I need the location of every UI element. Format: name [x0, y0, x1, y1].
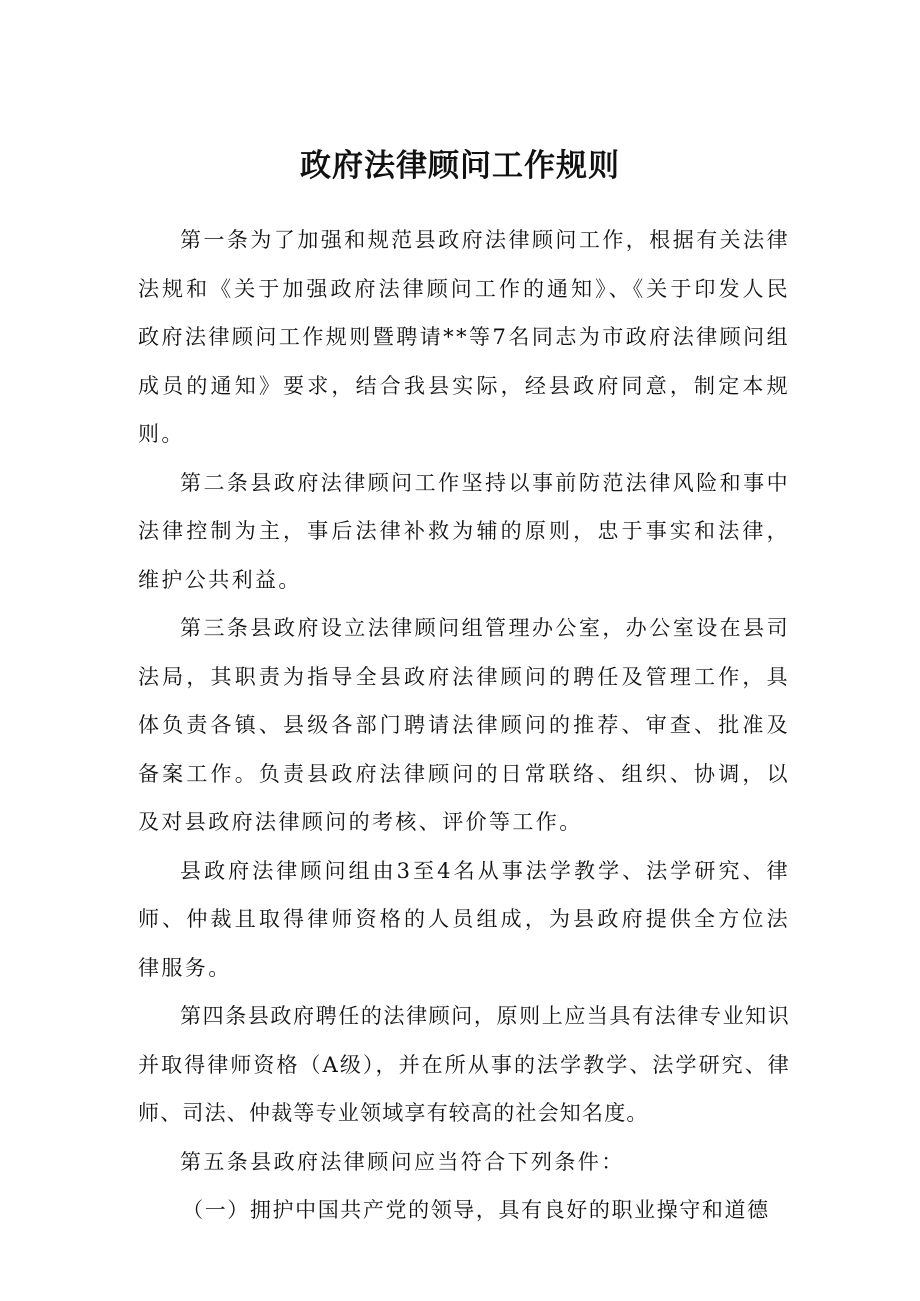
advisor-group-paragraph: 县政府法律顾问组由3至4名从事法学教学、法学研究、律师、仲裁且取得律师资格的人员组成，为县政府提供全方位法律服务。	[138, 858, 790, 980]
document-title: 政府法律顾问工作规则	[300, 148, 620, 184]
article-2-paragraph: 第二条县政府法律顾问工作坚持以事前防范法律风险和事中法律控制为主，事后法律补救为辅的原则，忠于事实和法律，维护公共利益。	[138, 470, 790, 592]
article-1-paragraph: 第一条为了加强和规范县政府法律顾问工作，根据有关法律法规和《关于加强政府法律顾问工作的通知》、《关于印发人民政府法律顾问工作规则暨聘请**等7名同志为市政府法律顾问组成员的通知》要求，结合我县实际，经县政府同意，制定本规则。	[138, 228, 790, 446]
article-4-paragraph: 第四条县政府聘任的法律顾问，原则上应当具有法律专业知识并取得律师资格（A级），并在所从事的法学教学、法学研究、律师、司法、仲裁等专业领域享有较高的社会知名度。	[138, 1004, 790, 1125]
article-5-paragraph: 第五条县政府法律顾问应当符合下列条件：	[180, 1149, 625, 1174]
document-body	[138, 216, 790, 1235]
article-3-paragraph: 第三条县政府设立法律顾问组管理办公室，办公室设在县司法局，其职责为指导全县政府法律顾问的聘任及管理工作，具体负责各镇、县级各部门聘请法律顾问的推荐、审查、批准及备案工作。负责县政府法律顾问的日常联络、组织、协调，以及对县政府法律顾问的考核、评价等工作。	[138, 616, 790, 834]
condition-item-1: （一）拥护中国共产党的领导，具有良好的职业操守和道德	[182, 1198, 770, 1222]
